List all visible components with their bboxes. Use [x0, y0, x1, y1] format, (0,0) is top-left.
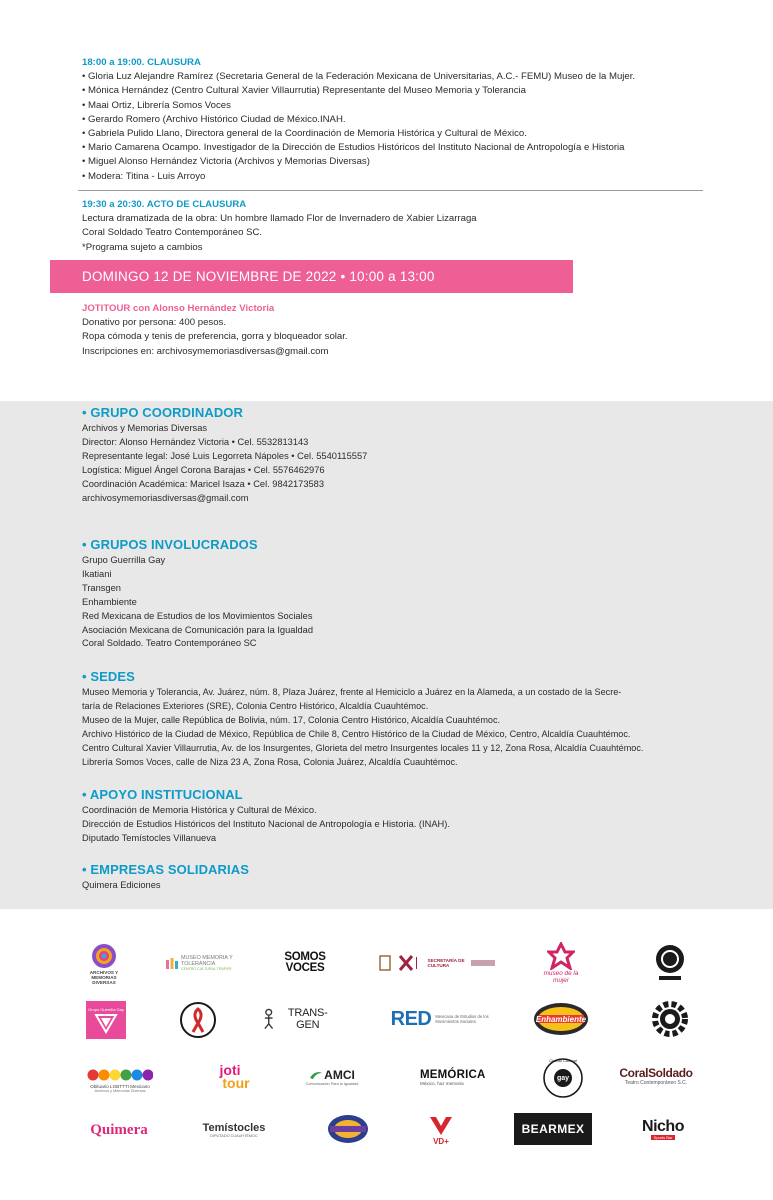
cdmx-mark-icon — [471, 960, 495, 966]
involucrados-line: Ikatiani — [82, 568, 112, 579]
transgen-text: TRANS-GEN — [287, 1007, 328, 1031]
gear-icon — [650, 999, 690, 1039]
clausura-item: • Maai Ortiz, Librería Somos Voces — [82, 99, 231, 111]
sedes-line: Museo de la Mujer, calle República de Bolivia, núm. 17, Colonia Centro Histórico, Alcaldía Cuauhtémoc. — [82, 714, 501, 725]
somos-voces-logo — [276, 947, 334, 979]
jotitour-email: Inscripciones en: archivosymemoriasdiversas@gmail.com — [82, 345, 329, 357]
circulo-cultural-logo — [541, 1057, 585, 1099]
clausura-item: • Gerardo Romero (Archivo Histórico Ciudad de México.INAH. — [82, 113, 346, 125]
cdmx-emblem-icon — [378, 953, 428, 973]
secretaria-text: SECRETARÍA DE CULTURA — [427, 958, 465, 968]
jotitour-logo — [200, 1058, 260, 1096]
involucrados-heading: • GRUPOS INVOLUCRADOS — [82, 537, 258, 552]
guerrilla-text: Grupo Guerrilla Gay — [88, 1006, 124, 1012]
red-sub: Mexicana de Estudios de los Movimientos Sociales — [435, 1014, 489, 1024]
sedes-line: taría de Relaciones Exteriores (SRE), Colonia Centro Histórico, Alcaldía Cuauhtémoc. — [82, 700, 429, 711]
figure-icon — [262, 1008, 275, 1030]
obituario-text: Obituario LGBTTTI Mexicano — [90, 1083, 150, 1089]
archivos-logo-text: ARCHIVOS Y MEMORIAS DIVERSAS — [89, 969, 119, 985]
clausura-section — [82, 56, 722, 184]
empresas-solidarias — [82, 862, 249, 893]
coordinador-line: Representante legal: José Luis Legorreta Nápoles • Cel. 5540115557 — [82, 450, 368, 461]
sedes-line: Archivo Histórico de la Ciudad de México, República de Chile 8, Centro Histórico de la Ciudad de México, Centro, Alcaldía Cuauhtémoc. — [82, 728, 631, 739]
quimera-logo — [84, 1116, 154, 1144]
acto-heading: 19:30 a 20:30. ACTO DE CLAUSURA — [82, 199, 247, 210]
jotitour-line: Donativo por persona: 400 pesos. — [82, 317, 226, 329]
involucrados-line: Asociación Mexicana de Comunicación para la Igualdad — [82, 624, 314, 635]
memorica-sub: México, haz memoria — [420, 1080, 464, 1086]
ribbon-seal-icon — [179, 1001, 217, 1039]
grupos-involucrados — [82, 537, 313, 651]
badge-logo — [326, 1113, 370, 1145]
circulo-text: Círculo Cultural — [549, 1058, 577, 1063]
apoyo-institucional — [82, 787, 450, 846]
obituario-sub: Archivos y Memorias Diversas — [94, 1088, 146, 1093]
sedes-line: Museo Memoria y Tolerancia, Av. Juárez, núm. 8, Plaza Juárez, frente al Hemiciclo a Juárez en la Alameda, a un costado de la Secre- — [82, 687, 622, 697]
black-round-logo — [653, 942, 687, 984]
museo-mujer-text: museo de la mujer — [543, 970, 579, 984]
temistocles-logo — [196, 1118, 272, 1142]
jotitour-logo-b: tour — [222, 1075, 250, 1091]
apoyo-line: Dirección de Estudios Históricos del Instituto Nacional de Antropología e Historia. (INAH). — [82, 818, 450, 829]
vd-logo — [424, 1112, 458, 1148]
museo-memoria-text: MUSEO MEMORIA Y TOLERANCIA — [181, 955, 233, 967]
sedes-heading: • SEDES — [82, 669, 135, 684]
secretaria-cultura-logo — [372, 952, 500, 974]
clausura-item: • Miguel Alonso Hernández Victoria (Archivos y Memorias Diversas) — [82, 156, 370, 168]
clausura-item: • Mario Camarena Ocampo. Investigador de la Dirección de Estudios Históricos del Instituto Nacional de Antropología e Historia — [82, 142, 625, 154]
figures-icon — [165, 956, 179, 970]
empresas-line: Quimera Ediciones — [82, 880, 161, 890]
acto-clausura-section — [82, 198, 477, 255]
sedes-line: Centro Cultural Xavier Villaurrutia, Av. de los Insurgentes, Glorieta del metro Insurgentes locales 11 y 12, Zona Rosa, Alcaldía Cuauhtémoc. — [82, 742, 644, 753]
faces-icon — [87, 1068, 153, 1082]
spiral-icon — [89, 942, 119, 970]
nicho-text: Nicho — [642, 1117, 684, 1135]
coordinador-heading: • GRUPO COORDINADOR — [82, 405, 244, 420]
jotitour-section — [82, 302, 348, 359]
red-logo — [386, 1006, 496, 1032]
temistocles-text: Temístocles — [202, 1122, 266, 1134]
sedes — [82, 669, 643, 769]
coordinador-line: Archivos y Memorias Diversas — [82, 423, 208, 433]
jotitour-line: Ropa cómoda y tenis de preferencia, gorra y bloqueador solar. — [82, 331, 348, 343]
jotitour-logo-a: joti — [219, 1062, 241, 1078]
museo-mujer-logo — [537, 940, 585, 986]
nicho-logo — [634, 1114, 692, 1144]
acto-line: Coral Soldado Teatro Contemporáneo SC. — [82, 227, 263, 239]
temistocles-sub: DIPUTADO CUAUHTÉMOC — [210, 1134, 258, 1138]
gear-logo — [650, 998, 690, 1040]
star-symbol-icon — [547, 942, 575, 970]
apoyo-line: Diputado Temístocles Villanueva — [82, 832, 217, 843]
involucrados-line: Transgen — [82, 582, 121, 593]
nicho-sub: Sports Bar — [651, 1135, 676, 1140]
vd-text: VD+ — [433, 1136, 449, 1146]
domingo-banner: DOMINGO 12 DE NOVIEMBRE DE 2022 • 10:00 a 13:00 — [50, 260, 573, 293]
clausura-item: • Modera: Titina - Luis Arroyo — [82, 170, 206, 182]
apoyo-heading: • APOYO INSTITUCIONAL — [82, 787, 243, 802]
clausura-item: • Gloria Luz Alejandre Ramírez (Secretaria General de la Federación Mexicana de Universitarias, A.C.- FEMU) Museo de la Mujer. — [82, 71, 636, 83]
amci-text: AMCI — [324, 1068, 355, 1082]
enhambiente-logo — [531, 1000, 591, 1038]
section-divider — [78, 190, 703, 191]
sedes-line: Librería Somos Voces, calle de Niza 23 A, Zona Rosa, Colonia Juárez, Alcaldía Cuauhtémoc. — [82, 756, 458, 767]
transgen-logo — [262, 1005, 338, 1033]
somos-voces-text: SOMOS VOCES — [284, 951, 326, 974]
memorica-logo — [420, 1064, 496, 1090]
clausura-item: • Mónica Hernández (Centro Cultural Xavier Villaurrutia) Representante del Museo Memoria y Tolerancia — [82, 85, 526, 97]
grupo-coordinador — [82, 405, 367, 505]
apoyo-line: Coordinación de Memoria Histórica y Cultural de México. — [82, 805, 317, 815]
jotitour-title: JOTITOUR con Alonso Hernández Victoria — [82, 303, 275, 314]
amci-logo — [296, 1066, 368, 1088]
memorica-text: MEMÓRICA — [420, 1068, 486, 1081]
coordinador-line: Coordinación Académica: Maricel Isaza • Cel. 9842173583 — [82, 478, 325, 489]
obituario-logo — [84, 1064, 156, 1096]
coral-text: CoralSoldado — [619, 1065, 693, 1080]
archivos-memorias-logo — [82, 937, 126, 989]
clausura-list — [82, 70, 722, 184]
black-seal-icon — [654, 943, 686, 983]
swoosh-icon — [309, 1070, 323, 1080]
v-mark-icon — [428, 1115, 454, 1137]
museo-memoria-sub: CENTRO CULTURAL TRUPER — [181, 967, 232, 971]
clausura-heading: 18:00 a 19:00. CLAUSURA — [82, 57, 201, 68]
coral-soldado-logo — [618, 1062, 694, 1090]
quimera-text: Quimera — [90, 1121, 148, 1138]
enhambiente-text: Enhambiente — [535, 1014, 587, 1024]
acto-line: Lectura dramatizada de la obra: Un hombre llamado Flor de Invernadero de Xabier Lizarraga — [82, 213, 477, 225]
shield-badge-icon — [326, 1113, 370, 1145]
bearmex-text: BEARMEX — [521, 1122, 585, 1136]
red-text: RED — [390, 1007, 432, 1030]
bearmex-logo — [514, 1113, 592, 1145]
involucrados-line: Grupo Guerrilla Gay — [82, 555, 166, 565]
involucrados-line: Coral Soldado. Teatro Contemporáneo SC — [82, 638, 257, 649]
involucrados-line: Red Mexicana de Estudios de los Movimientos Sociales — [82, 610, 313, 621]
amci-sub: Comunicación Para la Igualdad — [305, 1082, 359, 1086]
clausura-item: • Gabriela Pulido Llano, Directora general de la Coordinación de Memoria Histórica y Cultural de México. — [82, 128, 527, 140]
circulo-mid: gay — [556, 1074, 570, 1082]
empresas-heading: • EMPRESAS SOLIDARIAS — [82, 862, 250, 877]
coordinador-line: Logística: Miguel Ángel Corona Barajas • Cel. 5576462976 — [82, 464, 325, 475]
coordinador-line: Director: Alonso Hernández Victoria • Cel. 5532813143 — [82, 436, 309, 447]
involucrados-line: Enhambiente — [82, 596, 137, 607]
coral-sub: Teatro Contemporáneo S.C. — [624, 1079, 688, 1086]
triangle-icon — [94, 1012, 118, 1034]
coordinador-email: archivosymemoriasdiversas@gmail.com — [82, 492, 249, 503]
guerrilla-gay-logo — [86, 1001, 126, 1039]
museo-memoria-logo — [163, 950, 235, 976]
ikatiani-logo — [178, 1000, 218, 1040]
acto-note: *Programa sujeto a cambios — [82, 241, 203, 253]
